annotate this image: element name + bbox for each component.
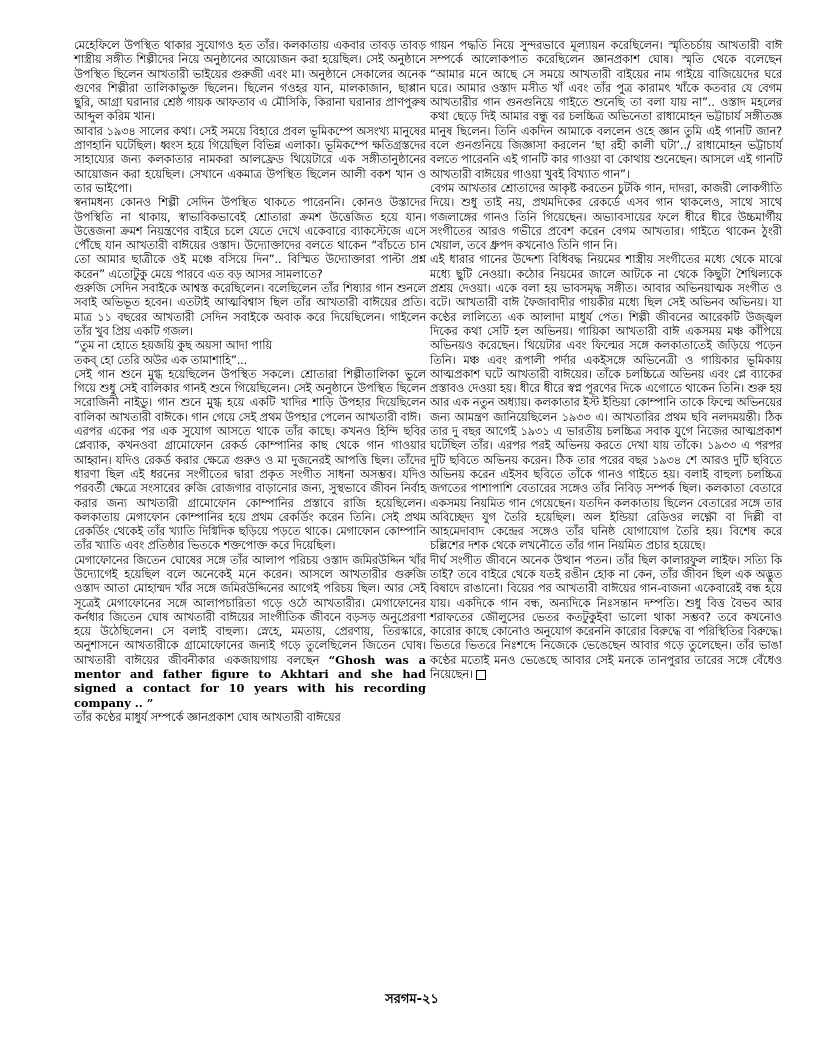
paragraph: মেহেফিলে উপস্থিত থাকার সুযোগও হত তাঁর। কলকাতায় একবার তাবড় তাবড় শাস্ত্রীয় সঙ্গীত শিল্পীদের নিয়ে অনুষ্ঠানের আয়োজন করা হয়েছিল। সেই অনুষ্ঠানে উপস্থিত ছিলেন আখতারী ভাইয়ের গুরুজী এবং মা। অনুষ্ঠানে সেকালের অনেক গুণের শিল্পীরা তালিকাভুক্ত ছিলেন। ছিলেন গওহর যান, মালকাজান, ছাপ্পান ছুরি, আগ্রা ঘরানার শ্রেষ্ঠ গায়ক আফতাব এ মৌসিকি, কিরানা ঘরানার প্রাণপুরুষ আব্দুল করিম খান। — [74, 38, 426, 124]
paragraph: এই ধারার গানের উদ্দেশ্য বিধিবদ্ধ নিয়মের শাস্ত্রীয় সংগীতের মধ্যে থেকে মাঝে মধ্যে ছুটি নেওয়া। কঠোর নিয়মের জালে আটকে না থেকে কিছুটা শৈথিল্যকে প্রশ্রয় দেওয়া। একে বলা হয় ভাবসমৃদ্ধ সঙ্গীত। আবার অভিনয়াত্মক সংগীত ও বটে। আখতারী বাঈ ফৈজাবাদীর গায়কীর মধ্যে ছিল সেই অভিনব অভিনয়। যা কণ্ঠের লালিত্যে এক আলাদা মাধুর্য পেত। শিল্পী জীবনের আরেকটি উজ্জ্বল দিকের কথা সেটি হল অভিনয়। গায়িকা আখতারী বাঈ একসময় মঞ্চ কাঁপিয়ে অভিনয়ও করেছেন। থিয়েটার এবং ফিল্মের সঙ্গে কলকাতাতেই জড়িয়ে পড়েন তিনি। মঞ্চ এবং রূপালী পর্দার একইসঙ্গে অভিনেত্রী ও গায়িকার ভূমিকায় আত্মপ্রকাশ ঘটে আখতারী বাঈয়ের। তাঁকে চলচ্চিত্রে অভিনয় এবং প্লে ব্যাকের প্রস্তাবও দেওয়া হয়। ধীরে ধীরে স্বপ্ন পূরণের দিকে এগোতে থাকেন তিনি। শুরু হয় আর এক নতুন অধ্যায়। কলকাতার ইস্ট ইন্ডিয়া কোম্পানি তাকে ফিল্মে অভিনয়ের জন্য আমন্ত্রণ জানিয়েছিলেন ১৯৩৩ এ। আখতারির প্রথম ছবি নলদময়ন্তী। ঠিক তার দু বছর আগেই ১৯৩১ এ ভারতীয় চলচ্চিত্র সবাক যুগে নিজের আত্মপ্রকাশ ঘটেছিল তাঁর। এরপর পরই অভিনয় করতে দেখা যায় তাঁকে। ১৯৩৩ এ পরপর দুটি ছবিতে অভিনয় করেন। ঠিক তার পরের বছর ১৯৩৪ শে আরও দুটি ছবিতে অভিনয় করেন এইসব ছবিতে তাঁকে গানও গাইতে হয়। বলাই বাহুল্য চলচ্চিত্র জগতের পাশাপাশি বেতারের সঙ্গেও তাঁর নিবিড় সম্পর্ক ছিল। কলকাতা বেতারে একসময় নিয়মিত গান গেয়েছেন। যতদিন কলকাতায় ছিলেন বেতারের সঙ্গে তার অবিচ্ছেদ্য যুগ তৈরি হয়েছিল। অল ইন্ডিয়া রেডিওর লক্ষ্ণৌ বা দিল্লী বা আহমেদাবাদ কেন্দ্রের সঙ্গেও তাঁর ঘনিষ্ঠ যোগাযোগ তৈরি হয়। বিশেষ করে চল্লিশের দশক থেকে লখনৌতে তাঁর গান নিয়মিত প্রচার হয়েছে। — [430, 252, 782, 553]
page-footer — [0, 990, 824, 1011]
ghazal-line: “তুম না হোতে হয়জয়ি কুছ অয়সা আদা পায়ি — [74, 338, 273, 353]
paragraph: সেই গান শুনে মুগ্ধ হয়েছিলেন উপস্থিত সকলে। শ্রোতারা শিল্পীতালিকা ভুলে গিয়ে শুধু সেই বালিকার গানই শুনে গিয়েছিলেন। সেই অনুষ্ঠানে উপস্থিত ছিলেন সরোজিনী নাইডু। গান শুনে মুগ্ধ হয়ে একটি খাদির শাড়ি উপহার দিয়েছিলেন বালিকা আখতারী বাঈকে। গান গেয়ে সেই প্রথম উপহার পেলেন আখতারী বাঈ। — [74, 366, 426, 424]
paragraph: গায়ন পদ্ধতি নিয়ে সুন্দরভাবে মূল্যায়ন করেছিলেন। স্মৃতিচর্চায় আখতারী বাঈ সম্পর্কে আলোকপাত করেছিলেন জ্ঞানপ্রকাশ ঘোষ। স্মৃতি থেকে বলেছেন “আমার মনে আছে সে সময়ে আখতারী বাইয়ের নাম গাইয়ে বাজিয়েদের ঘরে ঘরে। আমার ওস্তাদ মসীত খাঁ এবং তাঁর পুত্র কারামৎ খাঁকে কতবার যে বেগম আখতারীর গান গুনগুনিয়ে গাইতে শুনেছি তা বলা যায় না”.. ওস্তাদ মহলের কথা ছেড়ে দিই আমার বন্ধু বর চলচ্চিত্র অভিনেতা রাধামোহন ভট্টাচার্য সঙ্গীতজ্ঞ মানুষ ছিলেন। তিনি একদিন আমাকে বললেন ওহে জ্ঞান তুমি এই গানটি জান? বলে গুনগুনিয়ে জিজ্ঞাসা করলেন ‘ছা রহী কালী ঘটা’../ রাধামোহন ভট্টাচার্য বলতে পারেননি এই গানটি কার গাওয়া বা কোথায় শুনেছেন। আসলে এই গানটি আখতারী বাঈয়ের গাওয়া খুবই বিখ্যাত গান”। — [430, 38, 782, 181]
paragraph: এরপর একের পর এক সুযোগ আসতে থাকে তাঁর কাছে। কখনও হিন্দি ছবির প্লেব্যাক, কখনওবা গ্রামোফোন রেকর্ড কোম্পানির কাছ থেকে গান গাওয়ার আহ্বান। যদিও রেকর্ড করার ক্ষেত্রে গুরুও ও মা দুজনেরই আপত্তি ছিল। তাঁদের ধারণা ছিল এই ধরনের সংগীতের দ্বারা প্রকৃত সংগীত সাধনা অসম্ভব। যদিও পরবর্তী ক্ষেত্রে সংসারের রুজি রোজগার বাড়ানোর জন্য, সুস্থভাবে জীবন নির্বাহ করার জন্য আখতারী গ্রামোফোন কোম্পানির প্রস্তাবে রাজি হয়েছিলেন। কলকাতায় মেগাফোন কোম্পানির হয়ে প্রথম রেকর্ডিং করেন তিনি। সেই প্রথম রেকর্ডিং থেকেই তাঁর খ্যাতি দিগ্বিদিক ছড়িয়ে পড়তে থাকে। মেগাফোন কোম্পানি তাঁর খ্যাতি এবং প্রতিষ্ঠার ভিতকে শক্তপোক্ত করে দিয়েছিল। — [74, 424, 426, 553]
left-column — [74, 38, 426, 724]
paragraph: গুরুজি সেদিন সবাইকে আশ্বস্ত করেছিলেন। বলেছিলেন তাঁর শিষ্যার গান শুনলে সবাই অভিভূত হবেন। এতটাই আত্মবিশ্বাস ছিল তাঁর আখতারী বাঈয়ের প্রতি। মাত্র ১১ বছরের আখতারী সেদিন সবাইকে অবাক করে দিয়েছিলেন। গাইলেন তাঁর খুব প্রিয় একটি গজল। — [74, 281, 426, 338]
paragraph: দীর্ঘ সংগীত জীবনে অনেক উত্থান পতন। তাঁর ছিল কালারফুল লাইফ। সত্যি কি তাই? তবে বাইরে থেকে যতই রঙীন হোক না কেন, তাঁর জীবন ছিল এক অদ্ভুত বিষাদে রাঙানো। বিয়ের পর আখতারী বাঈয়ের গান-বাজনা একেবারেই বন্ধ হয়ে যায়। একদিকে গান বন্ধ, অন্যদিকে নিঃসন্তান দম্পতি। শুধু বিত্ত বৈভব আর শরাফতের জৌলুসের ভেতর কতটুকুইবা ভালো থাকা সম্ভব? তবে কখনোও কারোর কাছে কোনোও অনুযোগ করেননি কারোর বিরুদ্ধে বা পরিস্থিতির বিরুদ্ধে। ভিতরে ভিতরে নিঃশব্দে নিজেকে ভেঙেছেন আবার গড়ে তুলেছেন। তাঁর ভাঙা কণ্ঠের মতোই মনও ভেঙেছে আবার সেই মনকে তানপুরার তারের সঙ্গে বেঁধেও নিয়েছেন। — [430, 552, 782, 682]
page-number: সরগম-২১ — [385, 992, 439, 1007]
paragraph-with-quote — [74, 553, 426, 710]
end-of-article-mark — [476, 670, 486, 680]
paragraph: তাঁর কণ্ঠের মাধুর্য সম্পর্কে জ্ঞানপ্রকাশ ঘোষ আখতারী বাঈয়ের — [74, 709, 341, 724]
english-quote: “Ghosh was a mentor and father figure to Akhtari and she had signed a contact for 10 years with his recording company .. ” — [74, 652, 426, 710]
paragraph: মেগাফোনের জিতেন ঘোষের সঙ্গে তাঁর আলাপ পরিচয় ওস্তাদ জমিরউদ্দিন খাঁর উদ্যোগেই হয়েছিল বলে অনেকেই মনে করেন। আসলে আখতারীর গুরুজি ওস্তাদ আতা মোহাম্মদ খাঁর সঙ্গে জমিরউদ্দিনের আগেই পরিচয় ছিল। আর সেই সূত্রেই মেগাফোনের সঙ্গে আলাপচারিতা গড়ে ওঠে আখতারীর। মেগাফোনের কর্নধার জিতেন ঘোষ আখতারী বাঈয়ের সাংগীতিক জীবনে বড়সড় অনুপ্রেরণা হয়ে উঠেছিলেন। সে বলাই বাহুল্য। স্নেহে, মমতায়, প্রেরণায়, তিরস্কারে, অনুশাসনে আখতারীকে গ্রামোফোনের জন্যই গড়ে তুলেছিলেন জিতেন ঘোষ। আখতারী বাঈয়ের জীবনীকার একজায়গায় বলছেন — [74, 552, 426, 667]
paragraph: স্বনামধন্য কোনও শিল্পী সেদিন উপস্থিত থাকতে পারেননি। কোনও উস্তাদের উপস্থিতি না থাকায়, স্বাভাবিকভাবেই শ্রোতারা ক্রমশ উত্তেজিত হয়ে যান। উত্তেজনা ক্রমশ নিয়ন্ত্রণের বাইরে চলে যেতে দেখে একেবারে ব্যাকস্টেজে এসে পৌঁছে যান আখতারী বাঈয়ের ওস্তাদ। উদ্যোক্তাদের বলতে থাকেন “বাঁচতে চান তো আমার ছাত্রীকে ওই মঞ্চে বসিয়ে দিন”.. বিস্মিত উদ্যোক্তারা পাল্টা প্রশ্ন করেন” এতোটুকু মেয়ে পারবে এত বড় আসর সামলাতে? — [74, 195, 426, 281]
right-column — [430, 38, 782, 681]
paragraph: বেগম আখতার শ্রোতাদের আকৃষ্ট করতেন চুটকি গান, দাদরা, কাজরী লোকগীতি দিয়ে। শুধু তাই নয়, প্রথমদিকের রেকর্ডে এসব গান থাকলেও, সাথে সাথে গজলাঙ্গের গানও তিনি গিয়েছেন। অভ্যাবসায়ের ফলে ধীরে ধীরে উচ্চমার্গীয় সংগীতের আরও গভীরে প্রবেশ করেন বেগম আখতার। গাইতে থাকেন ঠুংরী খেয়াল, তবে ধ্রুপদ কখনোও তিনি গান নি। — [430, 180, 782, 253]
paragraph-final — [430, 553, 782, 682]
paragraph: আবার ১৯৩৪ সালের কথা। সেই সময়ে বিহারে প্রবল ভূমিকম্পে অসংখ্য মানুষের প্রাণহানি ঘটেছিল। ধ্বংস হয়ে গিয়েছিল বিভিন্ন এলাকা। ভূমিকম্পে ক্ষতিগ্রস্তদের সাহায্যের জন্য কলকাতার নামকরা আলফ্রেড থিয়েটারে এক সঙ্গীতানুষ্ঠানের আয়োজন করা হয়েছিল। সেখানে একমাত্র উপস্থিত ছিলেন আলী বকশ খান ও তার ভাইপো। — [74, 123, 426, 195]
ghazal-line: তকব্ হো তেরি অউর এক তামাশাহি”... — [74, 352, 248, 367]
